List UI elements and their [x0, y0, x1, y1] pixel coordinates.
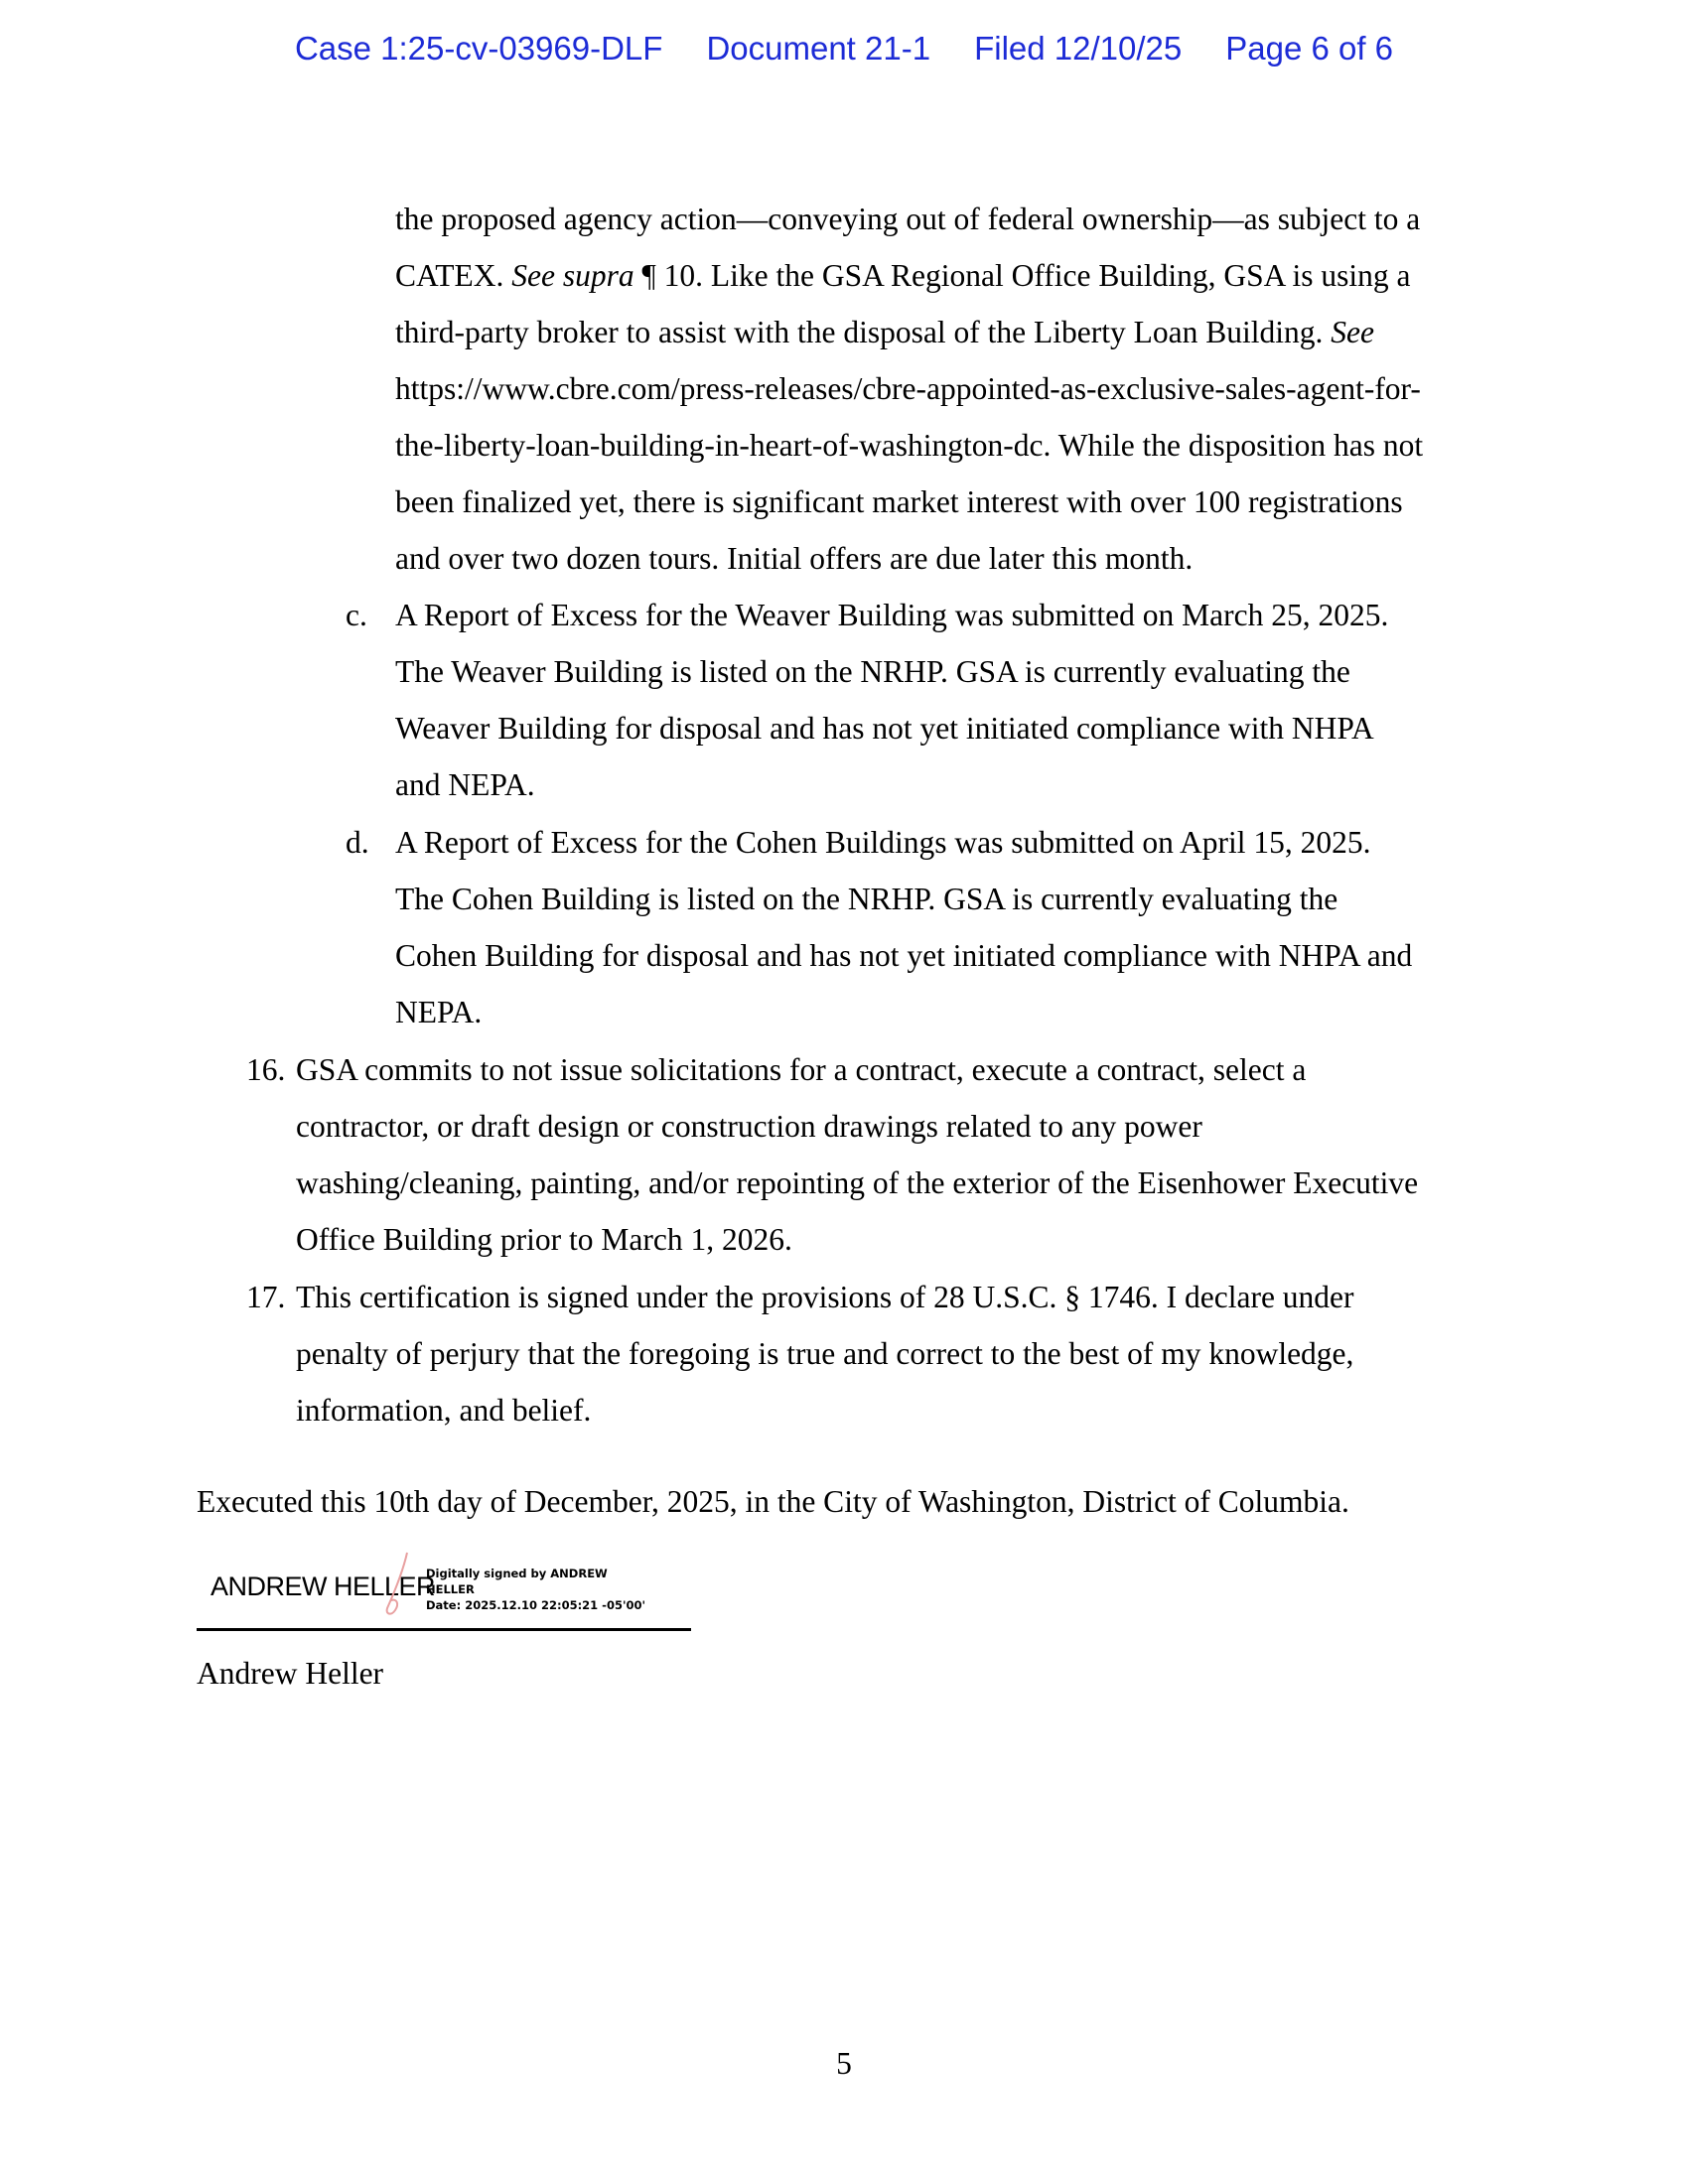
text-line: GSA commits to not issue solicitations for a contract, execute a contract, select a	[296, 1052, 1307, 1087]
text-line: third-party broker to assist with the disposal of the Liberty Loan Building. See	[395, 315, 1374, 349]
text-line: The Weaver Building is listed on the NRHP. GSA is currently evaluating the	[395, 654, 1350, 689]
digital-signature-details	[426, 1566, 645, 1613]
signature-meta-line: HELLER	[426, 1582, 475, 1596]
signature-line	[197, 1628, 691, 1631]
paragraph-17-number: 17.	[246, 1280, 286, 1314]
text-line: Weaver Building for disposal and has not yet initiated compliance with NHPA	[395, 711, 1374, 746]
text-line: Cohen Building for disposal and has not yet initiated compliance with NHPA and	[395, 938, 1413, 973]
page-number: 5	[836, 2046, 852, 2081]
filed-date: Filed 12/10/25	[974, 30, 1183, 67]
text-line: been finalized yet, there is significant market interest with over 100 registrations	[395, 484, 1403, 519]
text-line: and NEPA.	[395, 767, 535, 802]
item-c-label: c.	[346, 598, 367, 632]
text-line: the-liberty-loan-building-in-heart-of-washington-dc. While the disposition has not	[395, 428, 1424, 463]
item-d-label: d.	[346, 825, 369, 860]
text-line: washing/cleaning, painting, and/or repointing of the exterior of the Eisenhower Executive	[296, 1165, 1419, 1200]
signature-date: Date: 2025.12.10 22:05:21 -05'00'	[426, 1598, 645, 1612]
document-header	[0, 30, 1688, 68]
text-line: contractor, or draft design or construction drawings related to any power	[296, 1109, 1202, 1144]
paragraph-17-text	[296, 1269, 1354, 1438]
text-line: A Report of Excess for the Cohen Buildings was submitted on April 15, 2025.	[395, 825, 1371, 860]
printed-name: Andrew Heller	[197, 1656, 384, 1691]
case-number: Case 1:25-cv-03969-DLF	[294, 30, 663, 67]
signature-meta-line: Digitally signed by ANDREW	[426, 1567, 608, 1580]
page-indicator: Page 6 of 6	[1225, 30, 1394, 67]
executed-statement: Executed this 10th day of December, 2025, in the City of Washington, District of Columbia.	[197, 1484, 1349, 1519]
text-line: This certification is signed under the provisions of 28 U.S.C. § 1746. I declare under	[296, 1280, 1354, 1314]
text-line: the proposed agency action—conveying out of federal ownership—as subject to a	[395, 202, 1421, 236]
text-line: NEPA.	[395, 995, 483, 1029]
item-b-continuation	[395, 191, 1423, 587]
text-line: Office Building prior to March 1, 2026.	[296, 1222, 792, 1257]
text-line: information, and belief.	[296, 1393, 592, 1428]
url-line: https://www.cbre.com/press-releases/cbre-appointed-as-exclusive-sales-agent-for-	[395, 371, 1421, 406]
text-line: and over two dozen tours. Initial offers are due later this month.	[395, 541, 1194, 576]
text-line: CATEX. See supra ¶ 10. Like the GSA Regional Office Building, GSA is using a	[395, 258, 1411, 293]
paragraph-16-number: 16.	[246, 1052, 286, 1087]
paragraph-16-text	[296, 1041, 1418, 1268]
item-d-text	[395, 814, 1412, 1040]
item-c-text	[395, 587, 1388, 813]
document-number: Document 21-1	[706, 30, 931, 67]
signature-name: ANDREW HELLER	[211, 1571, 436, 1601]
text-line: A Report of Excess for the Weaver Building was submitted on March 25, 2025.	[395, 598, 1389, 632]
text-line: penalty of perjury that the foregoing is true and correct to the best of my knowledge,	[296, 1336, 1354, 1371]
signature-mark-icon	[377, 1551, 423, 1622]
text-line: The Cohen Building is listed on the NRHP. GSA is currently evaluating the	[395, 882, 1338, 916]
